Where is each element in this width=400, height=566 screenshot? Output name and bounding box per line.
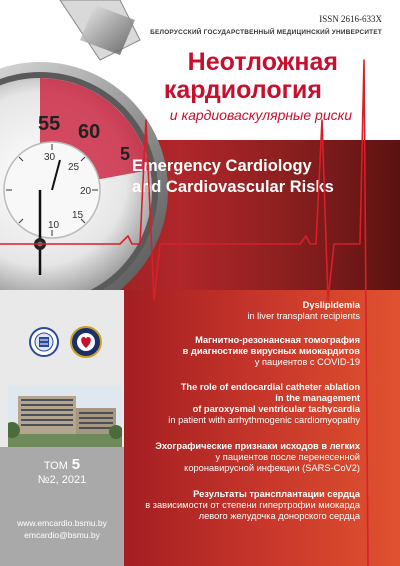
article-title: Магнитно-резонансная томография в диагностике вирусных миокардитов xyxy=(182,335,360,356)
issn: ISSN 2616-633X xyxy=(319,14,382,24)
article-subtitle: in liver transplant recipients xyxy=(247,311,360,321)
subdial-number: 20 xyxy=(80,186,92,197)
website-link[interactable]: www.emcardio.bsmu.by xyxy=(17,518,107,528)
dial-number: 5 xyxy=(120,144,131,164)
issue-number: №2, 2021 xyxy=(37,474,87,486)
journal-title-ru-line2: кардиология xyxy=(163,76,322,104)
volume-value: 5 xyxy=(71,456,81,473)
article-mri xyxy=(183,335,360,368)
journal-title-en xyxy=(132,156,334,198)
article-ablation xyxy=(168,382,360,426)
subdial-number: 25 xyxy=(68,162,80,173)
article-heart-transplant xyxy=(145,489,360,522)
subdial-number: 10 xyxy=(48,220,60,231)
article-title: The role of endocardial catheter ablation in the management of paroxysmal ventricular tachycardia xyxy=(180,382,360,414)
contents-panel xyxy=(124,290,400,566)
article-dyslipidemia xyxy=(247,300,360,322)
journal-subtitle-ru: и кардиоваскулярные риски xyxy=(169,107,352,123)
university-building-image xyxy=(8,386,122,448)
dial-number: 55 xyxy=(38,113,61,135)
article-subtitle: у пациентов после перенесенной xyxy=(215,452,360,462)
subdial-number: 30 xyxy=(44,152,56,163)
journal-title-ru-line1: Неотложная xyxy=(187,48,338,76)
journal-title-en-line1: Emergency Cardiology xyxy=(132,157,312,175)
email-link[interactable]: emcardio@bsmu.by xyxy=(24,530,100,540)
article-subtitle: левого желудочка донорского сердца xyxy=(198,511,360,521)
subdial-number: 15 xyxy=(72,210,84,221)
volume-label: ТОМ xyxy=(43,460,68,472)
article-subtitle: коронавирусной инфекции (SARS-CoV2) xyxy=(184,463,360,473)
dial-number: 60 xyxy=(78,121,101,143)
university-name: БЕЛОРУССКИЙ ГОСУДАРСТВЕННЫЙ МЕДИЦИНСКИЙ УНИВЕРСИТЕТ xyxy=(150,29,382,36)
university-emblem-icon xyxy=(30,328,58,356)
article-subtitle: in patient with arrhythmogenic cardiomyopathy xyxy=(168,415,360,425)
article-lung-echography xyxy=(155,441,360,474)
journal-title-en-line2: and Cardiovascular Risks xyxy=(132,178,334,196)
article-title: Dyslipidemia xyxy=(302,300,360,310)
cardiology-center-emblem-icon xyxy=(71,327,101,357)
article-subtitle: у пациентов с COVID-19 xyxy=(254,357,360,367)
article-title: Результаты трансплантации сердца xyxy=(193,489,360,499)
article-title: Эхографические признаки исходов в легких xyxy=(155,441,360,451)
volume-number xyxy=(0,456,124,473)
article-subtitle: в зависимости от степени гипертрофии миокарда xyxy=(145,500,360,510)
institution-logos xyxy=(28,320,108,364)
